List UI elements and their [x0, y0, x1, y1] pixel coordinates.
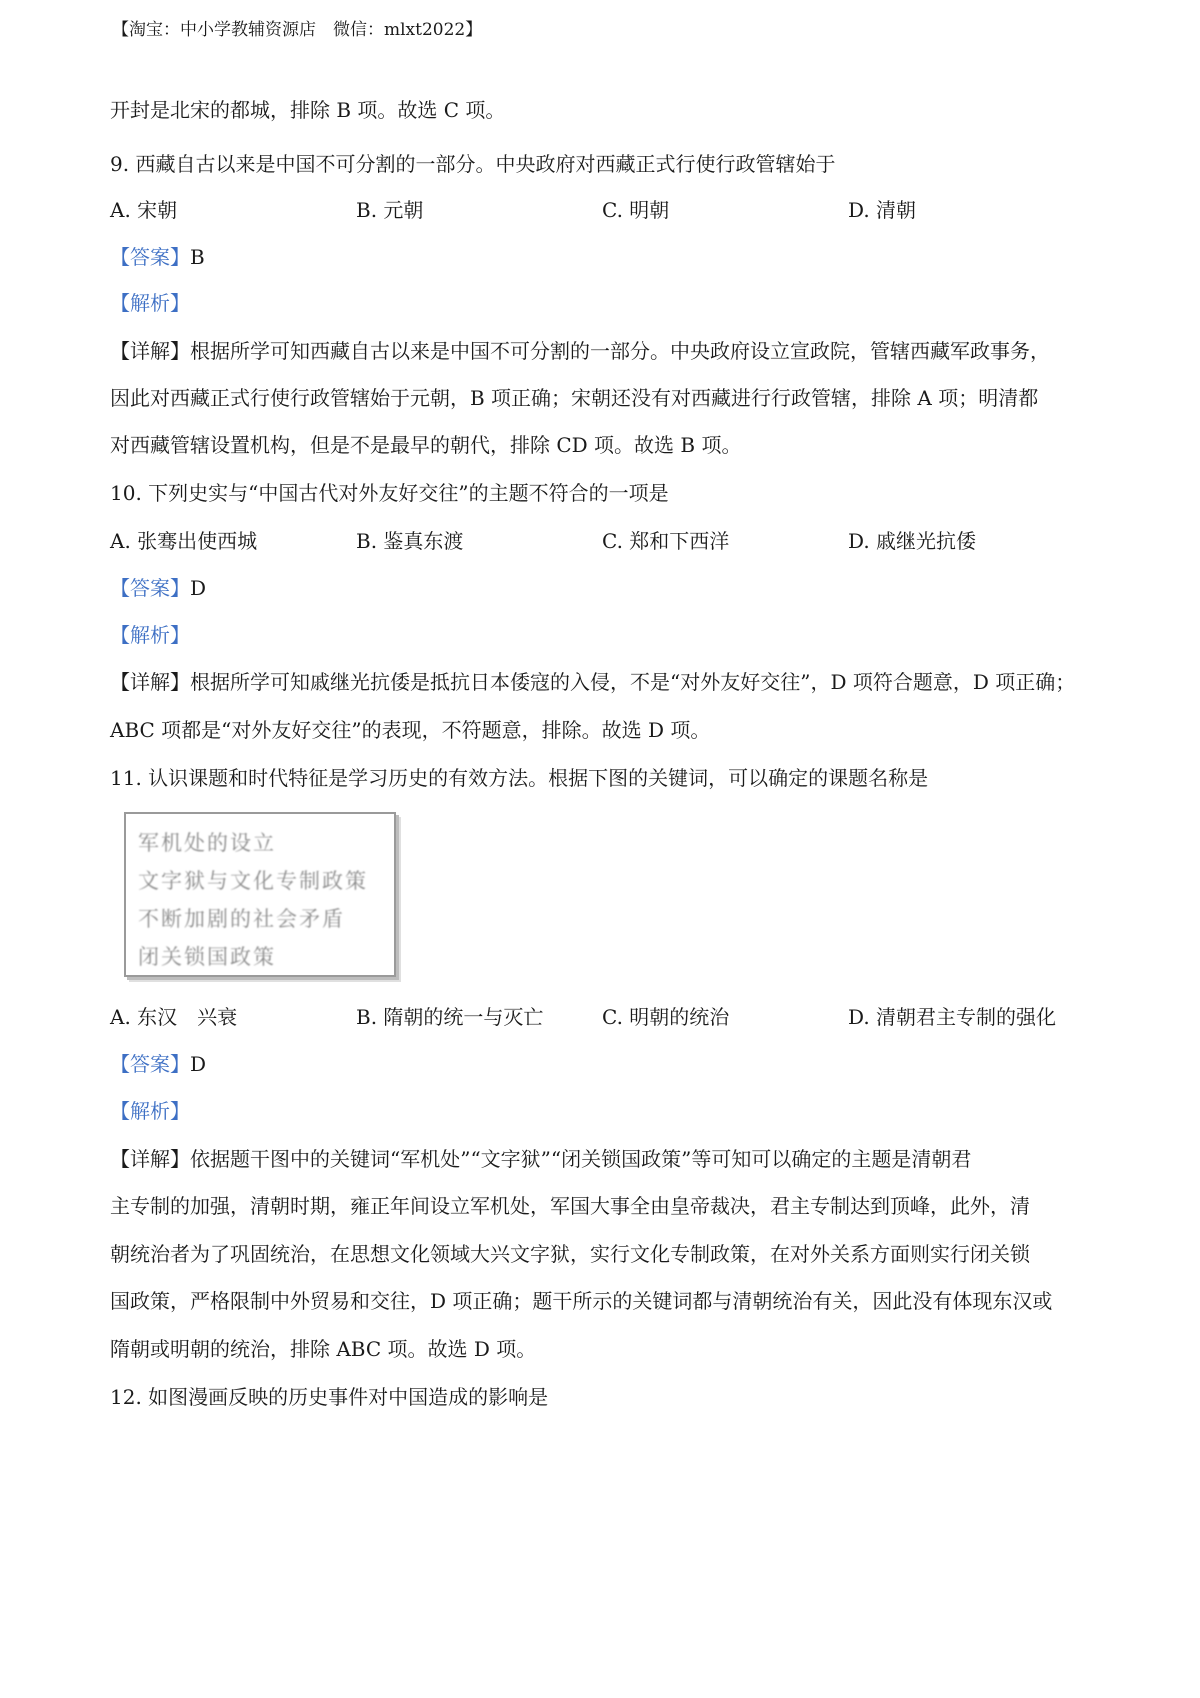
q9-answer — [110, 243, 205, 271]
answer-label: 【答案】 — [110, 576, 190, 600]
q10-options — [110, 527, 1110, 555]
q10-answer — [110, 574, 206, 602]
q11-keyword-4: 闭关锁国政策 — [138, 945, 276, 969]
q10-stem: 10. 下列史实与“中国古代对外友好交往”的主题不符合的一项是 — [110, 481, 669, 505]
q9-stem: 9. 西藏自古以来是中国不可分割的一部分。中央政府对西藏正式行使行政管辖始于 — [110, 152, 836, 176]
q10-detail-line-1: 【详解】根据所学可知戚继光抗倭是抵抗日本倭寇的入侵，不是“对外友好交往”，D 项符合题意，D 项正确； — [110, 670, 1076, 694]
q11-analysis-label: 【解析】 — [110, 1099, 190, 1123]
q10-option-c: C. 郑和下西洋 — [602, 529, 730, 553]
q10-option-b: B. 鉴真东渡 — [356, 529, 464, 553]
q11-option-d: D. 清朝君主专制的强化 — [848, 1005, 1057, 1029]
q9-option-b: B. 元朝 — [356, 198, 424, 222]
q11-detail-line-3: 朝统治者为了巩固统治，在思想文化领域大兴文字狱，实行文化专制政策，在对外关系方面则实行闭关锁 — [110, 1242, 1030, 1266]
q11-options — [110, 1003, 1110, 1031]
q9-options — [110, 196, 1110, 224]
q10-option-d: D. 戚继光抗倭 — [848, 529, 977, 553]
q11-detail-line-5: 隋朝或明朝的统治，排除 ABC 项。故选 D 项。 — [110, 1337, 537, 1361]
page-header: 【淘宝：中小学教辅资源店 微信：mlxt2022】 — [112, 20, 483, 40]
q9-option-d: D. 清朝 — [848, 198, 917, 222]
q11-option-a: A. 东汉 兴衰 — [110, 1005, 238, 1029]
q11-keyword-3: 不断加剧的社会矛盾 — [138, 907, 345, 931]
q11-answer — [110, 1050, 206, 1078]
q9-detail-line-1: 【详解】根据所学可知西藏自古以来是中国不可分割的一部分。中央政府设立宣政院，管辖西藏军政事务， — [110, 339, 1050, 363]
q11-detail-line-1: 【详解】依据题干图中的关键词“军机处”“文字狱”“闭关锁国政策”等可知可以确定的主题是清朝君 — [110, 1147, 972, 1171]
q10-detail-line-2: ABC 项都是“对外友好交往”的表现，不符题意，排除。故选 D 项。 — [110, 718, 711, 742]
q11-keyword-2: 文字狱与文化专制政策 — [138, 869, 368, 893]
answer-label: 【答案】 — [110, 1052, 190, 1076]
q9-detail-line-3: 对西藏管辖设置机构，但是不是最早的朝代，排除 CD 项。故选 B 项。 — [110, 433, 742, 457]
q11-detail-line-4: 国政策，严格限制中外贸易和交往，D 项正确；题干所示的关键词都与清朝统治有关，因此没有体现东汉或 — [110, 1289, 1053, 1313]
q11-option-c: C. 明朝的统治 — [602, 1005, 730, 1029]
answer-label: 【答案】 — [110, 245, 190, 269]
q9-option-a: A. 宋朝 — [110, 198, 178, 222]
previous-answer-tail: 开封是北宋的都城，排除 B 项。故选 C 项。 — [110, 98, 506, 122]
q9-answer-value: B — [190, 245, 205, 269]
q12-stem: 12. 如图漫画反映的历史事件对中国造成的影响是 — [110, 1385, 549, 1409]
q11-detail-line-2: 主专制的加强，清朝时期，雍正年间设立军机处，军国大事全由皇帝裁决，君主专制达到顶峰，此外，清 — [110, 1194, 1030, 1218]
q10-option-a: A. 张骞出使西城 — [110, 529, 258, 553]
q10-answer-value: D — [190, 576, 207, 600]
q11-keyword-1: 军机处的设立 — [138, 831, 276, 855]
q11-stem: 11. 认识课题和时代特征是学习历史的有效方法。根据下图的关键词，可以确定的课题名称是 — [110, 766, 929, 790]
q9-option-c: C. 明朝 — [602, 198, 670, 222]
q10-analysis-label: 【解析】 — [110, 623, 190, 647]
q11-option-b: B. 隋朝的统一与灭亡 — [356, 1005, 544, 1029]
q11-answer-value: D — [190, 1052, 207, 1076]
q11-keyword-image — [124, 812, 396, 977]
q9-analysis-label: 【解析】 — [110, 291, 190, 315]
q9-detail-line-2: 因此对西藏正式行使行政管辖始于元朝，B 项正确；宋朝还没有对西藏进行行政管辖，排除 A 项；明清都 — [110, 386, 1039, 410]
